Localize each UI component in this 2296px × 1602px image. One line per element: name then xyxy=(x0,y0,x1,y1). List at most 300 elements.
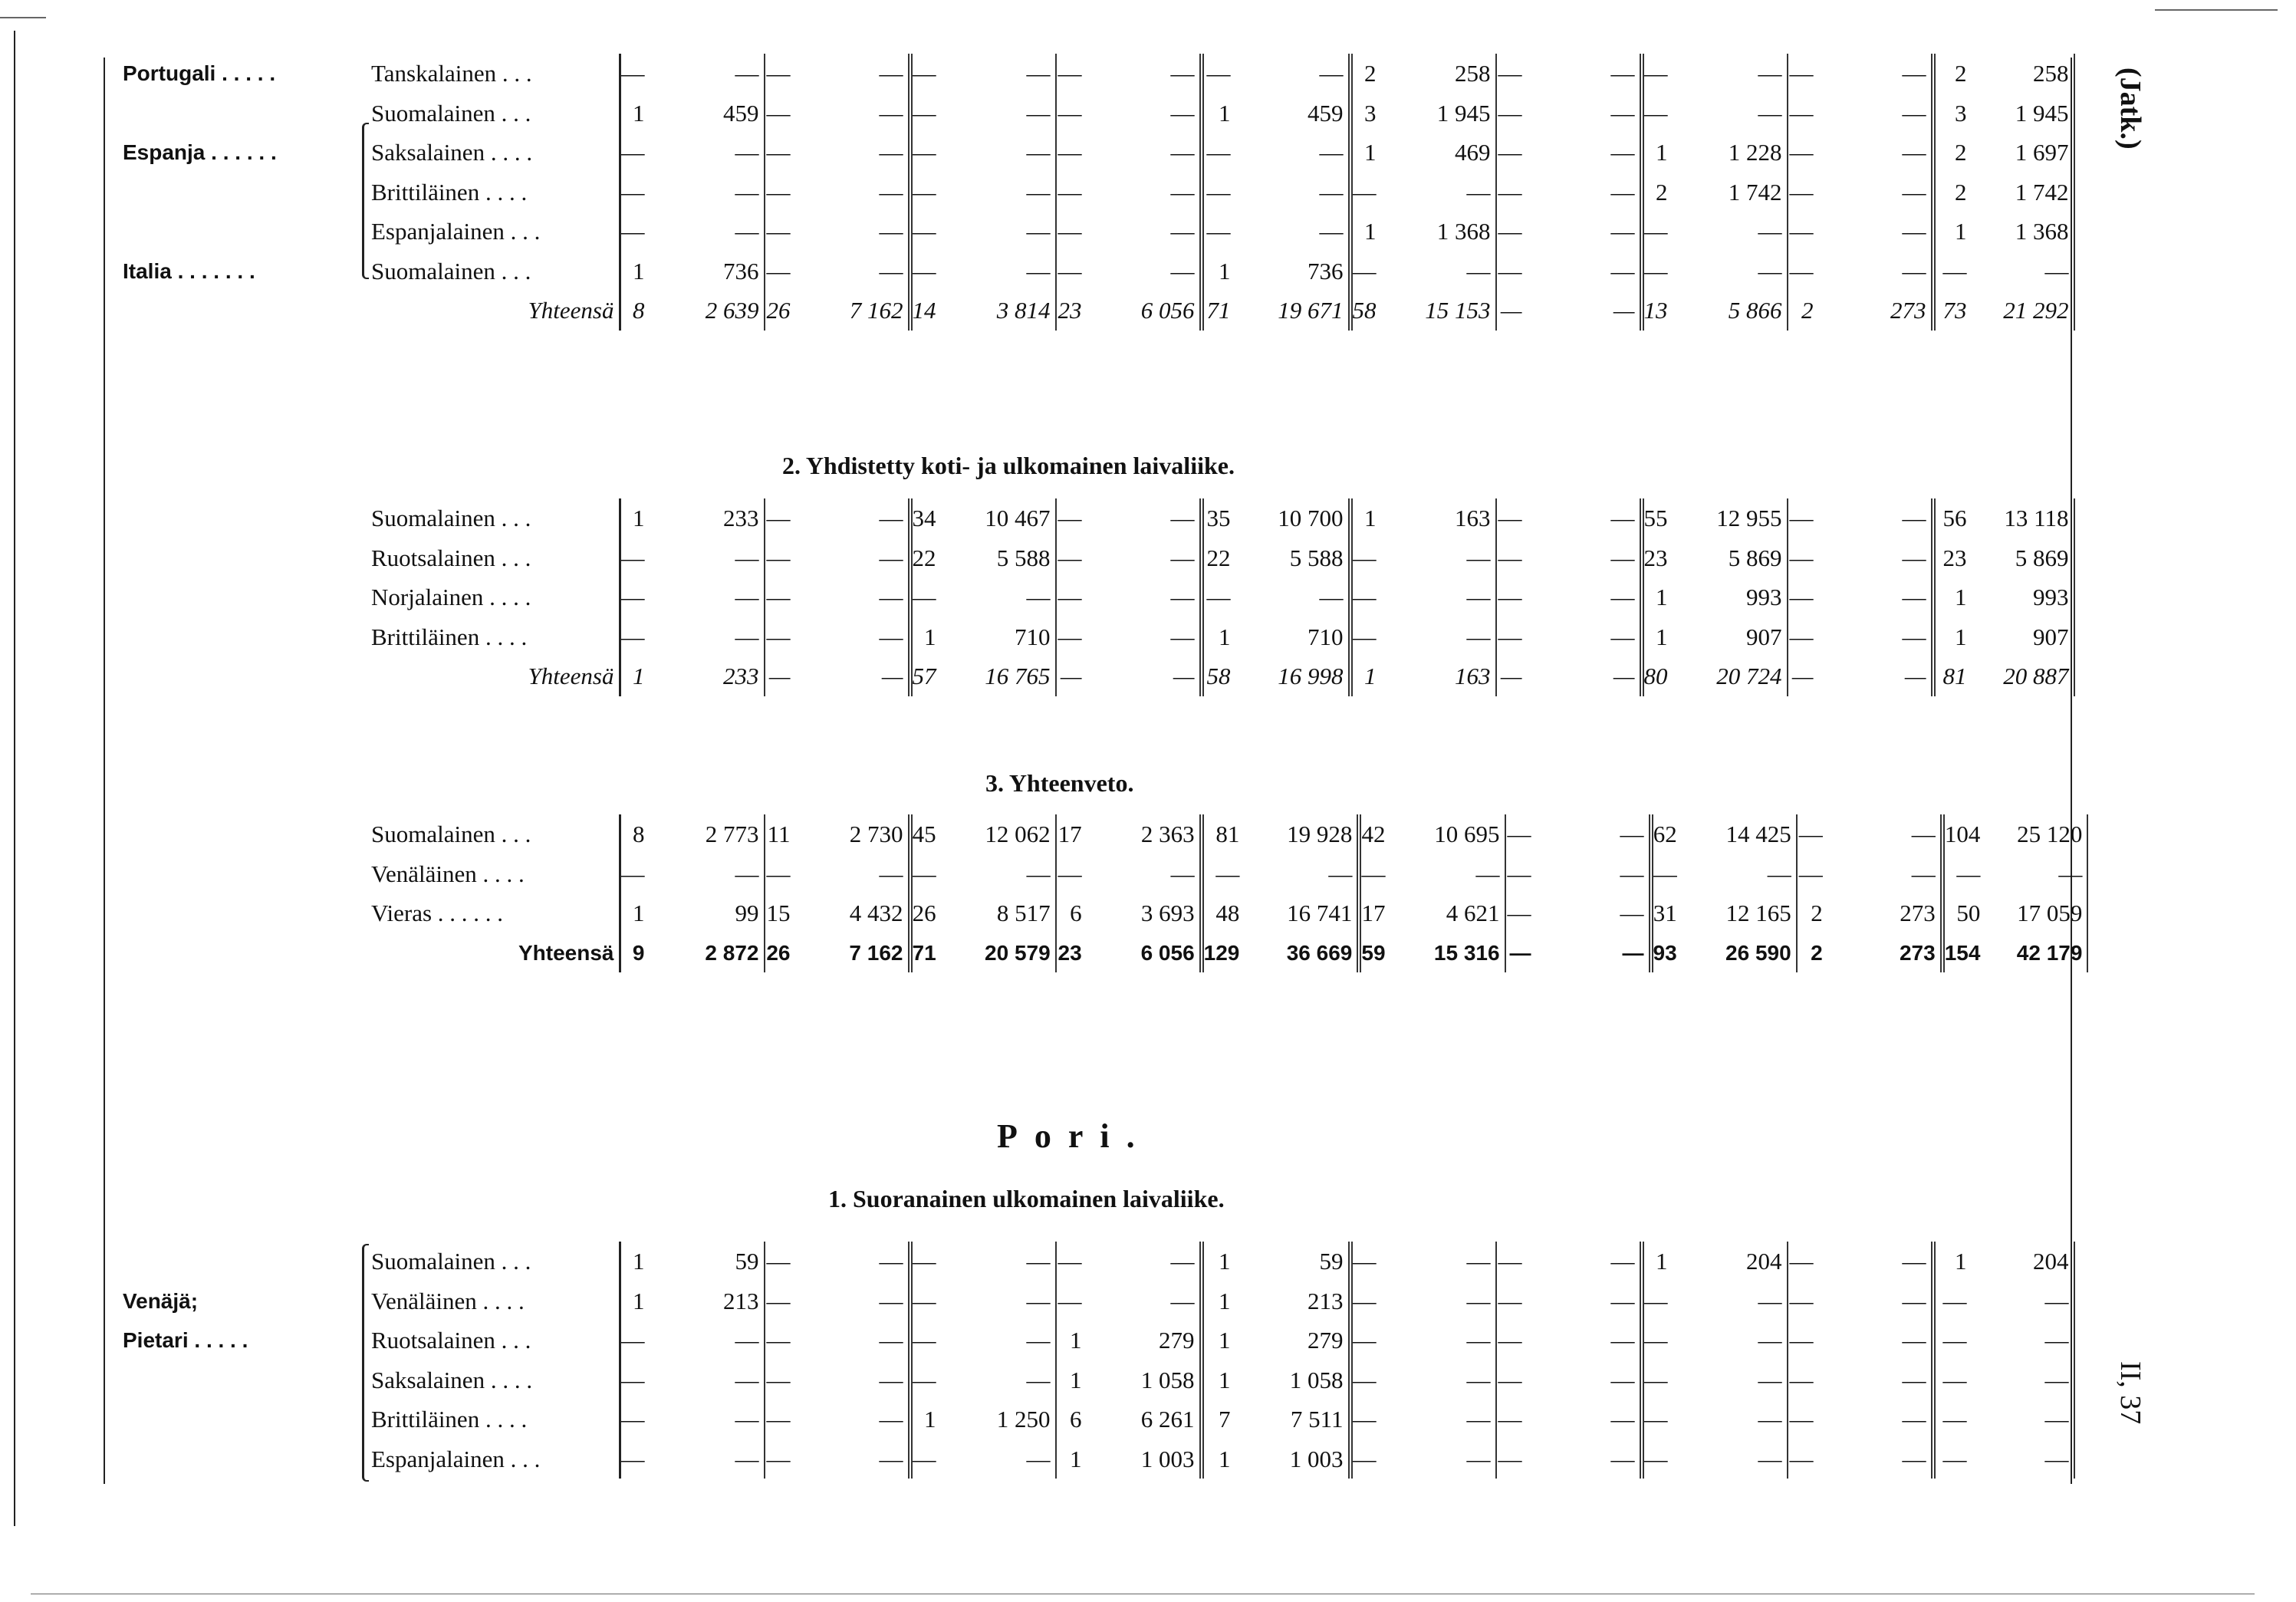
value-cell: — xyxy=(795,173,910,212)
table-row xyxy=(123,133,2074,173)
side-label-continued: (Jatk.) xyxy=(2114,67,2146,150)
top-rule-right xyxy=(2155,9,2278,11)
value-cell: — xyxy=(1942,1327,1967,1354)
value-cell: — xyxy=(1972,1360,2074,1400)
value-cell: — xyxy=(1087,854,1202,894)
nationality-cell: Brittiläinen . . . . xyxy=(368,617,620,657)
value-cell: — xyxy=(1215,860,1240,887)
value-cell: 1 228 xyxy=(1673,133,1788,173)
value-cell: 459 xyxy=(650,94,765,133)
brace-espanja xyxy=(362,123,369,279)
value-cell: — xyxy=(912,1327,936,1354)
value-cell: — xyxy=(1673,1400,1788,1439)
top-rule-left xyxy=(0,17,46,18)
table-row xyxy=(123,933,2087,973)
value-cell: — xyxy=(1789,1366,1814,1393)
value-cell: — xyxy=(941,854,1056,894)
nationality-cell: Saksalainen . . . . xyxy=(368,133,620,173)
value-cell: — xyxy=(1058,623,1082,650)
value-cell: — xyxy=(1352,623,1377,650)
value-cell: — xyxy=(1235,173,1350,212)
nationality-cell: Ruotsalainen . . . xyxy=(368,1321,620,1360)
value-cell: — xyxy=(766,1287,791,1314)
value-cell: — xyxy=(941,1360,1056,1400)
value-cell: 1 xyxy=(1955,1248,1967,1275)
value-cell: — xyxy=(1507,860,1531,887)
value-cell: 1 xyxy=(1219,1327,1231,1354)
value-cell: — xyxy=(1818,498,1933,538)
value-cell: — xyxy=(1972,1321,2074,1360)
value-cell: 2 xyxy=(1955,139,1967,166)
value-cell: 58 xyxy=(1352,297,1377,324)
value-cell: — xyxy=(1087,656,1202,696)
value-cell: — xyxy=(1527,498,1642,538)
value-cell: — xyxy=(1827,814,1942,854)
value-cell: 50 xyxy=(1956,900,1981,926)
value-cell: — xyxy=(1206,60,1231,87)
value-cell: 35 xyxy=(1206,505,1231,531)
value-cell: — xyxy=(1381,538,1496,578)
nationality-cell: Brittiläinen . . . . xyxy=(368,173,620,212)
value-cell: 213 xyxy=(650,1281,765,1321)
value-cell: 204 xyxy=(1673,1242,1788,1281)
value-cell: 23 xyxy=(1058,297,1082,324)
value-cell: — xyxy=(620,1445,645,1472)
value-cell: 2 xyxy=(1656,178,1668,206)
value-cell: — xyxy=(1818,538,1933,578)
value-cell: — xyxy=(941,133,1056,173)
table-row xyxy=(123,1439,2074,1479)
value-cell: — xyxy=(1058,1287,1082,1314)
value-cell: 12 955 xyxy=(1673,498,1788,538)
value-cell: — xyxy=(1498,1406,1522,1433)
value-cell: — xyxy=(1498,1287,1522,1314)
value-cell: — xyxy=(1643,1327,1668,1354)
value-cell: — xyxy=(1789,584,1814,610)
value-cell: — xyxy=(1500,663,1522,689)
value-cell: — xyxy=(1381,1242,1496,1281)
value-cell: 23 xyxy=(1643,544,1668,571)
value-cell: 5 869 xyxy=(1972,538,2074,578)
value-cell: — xyxy=(1498,1248,1522,1275)
value-cell: — xyxy=(1058,218,1082,245)
value-cell: — xyxy=(1087,538,1202,578)
table-row xyxy=(123,212,2074,252)
value-cell: 4 621 xyxy=(1390,893,1505,933)
value-cell: — xyxy=(1390,854,1505,894)
nationality-cell: Yhteensä xyxy=(368,933,620,973)
value-cell: — xyxy=(795,212,910,252)
value-cell: — xyxy=(1507,900,1531,926)
value-cell: 1 697 xyxy=(1972,133,2074,173)
value-cell: — xyxy=(766,1445,791,1472)
section-2-title: 2. Yhdistetty koti- ja ulkomainen laivaliike. xyxy=(782,452,1235,479)
value-cell: 2 xyxy=(1955,60,1967,87)
table-row xyxy=(123,498,2074,538)
value-cell: — xyxy=(766,178,791,206)
value-cell: — xyxy=(1498,218,1522,245)
value-cell: 1 xyxy=(1219,1248,1231,1275)
value-cell: — xyxy=(1818,1360,1933,1400)
value-cell: 2 xyxy=(1801,297,1814,324)
value-cell: 25 120 xyxy=(1985,814,2087,854)
value-cell: 129 xyxy=(1203,940,1240,965)
value-cell: 20 887 xyxy=(1972,656,2074,696)
nationality-cell: Ruotsalainen . . . xyxy=(368,538,620,578)
value-cell: — xyxy=(1789,139,1814,166)
value-cell: 213 xyxy=(1235,1281,1350,1321)
value-cell: — xyxy=(650,617,765,657)
value-cell: — xyxy=(1673,252,1788,291)
value-cell: 11 xyxy=(767,821,791,847)
value-cell: — xyxy=(1527,173,1642,212)
value-cell: — xyxy=(766,139,791,166)
value-cell: 23 xyxy=(1942,544,1967,571)
value-cell: — xyxy=(1498,139,1522,166)
value-cell: 279 xyxy=(1087,1321,1202,1360)
value-cell: — xyxy=(650,1360,765,1400)
port-title: Pori. xyxy=(997,1117,1152,1155)
value-cell: 59 xyxy=(1235,1242,1350,1281)
value-cell: — xyxy=(1827,854,1942,894)
country-cell: Pietari . . . . . xyxy=(123,1328,248,1352)
value-cell: — xyxy=(1818,1439,1933,1479)
value-cell: — xyxy=(766,60,791,87)
value-cell: — xyxy=(766,1327,791,1354)
value-cell: 1 xyxy=(1070,1327,1082,1354)
value-cell: — xyxy=(1352,1327,1377,1354)
value-cell: — xyxy=(1789,257,1814,285)
value-cell: 1 xyxy=(1070,1366,1082,1393)
value-cell: — xyxy=(766,99,791,127)
value-cell: — xyxy=(1798,860,1823,887)
value-cell: — xyxy=(1206,178,1231,206)
value-cell: 1 368 xyxy=(1381,212,1496,252)
value-cell: — xyxy=(941,252,1056,291)
value-cell: — xyxy=(768,663,791,689)
value-cell: 1 xyxy=(633,900,645,926)
value-cell: 1 003 xyxy=(1235,1439,1350,1479)
section-3-title: 3. Yhteenveto. xyxy=(985,769,1134,797)
value-cell: — xyxy=(1235,133,1350,173)
value-cell: — xyxy=(1972,1439,2074,1479)
value-cell: — xyxy=(941,1281,1056,1321)
value-cell: 26 590 xyxy=(1682,933,1797,973)
value-cell: — xyxy=(1789,623,1814,650)
nationality-cell: Suomalainen . . . xyxy=(368,498,620,538)
value-cell: 22 xyxy=(912,544,936,571)
value-cell: — xyxy=(795,252,910,291)
value-cell: — xyxy=(1643,1366,1668,1393)
value-cell: — xyxy=(1673,1439,1788,1479)
value-cell: — xyxy=(1352,257,1377,285)
value-cell: 710 xyxy=(941,617,1056,657)
value-cell: 1 xyxy=(633,257,645,285)
value-cell: — xyxy=(795,538,910,578)
value-cell: 26 xyxy=(766,940,791,965)
value-cell: 15 153 xyxy=(1381,291,1496,331)
value-cell: — xyxy=(1058,139,1082,166)
value-cell: — xyxy=(1789,1327,1814,1354)
value-cell: 1 945 xyxy=(1972,94,2074,133)
value-cell: 6 xyxy=(1070,1406,1082,1433)
value-cell: — xyxy=(650,173,765,212)
value-cell: 23 xyxy=(1058,940,1082,965)
value-cell: — xyxy=(1381,577,1496,617)
value-cell: — xyxy=(1352,1366,1377,1393)
country-cell xyxy=(123,94,368,133)
value-cell: — xyxy=(1381,1360,1496,1400)
value-cell: 81 xyxy=(1942,663,1967,689)
value-cell: 1 xyxy=(1219,1287,1231,1314)
value-cell: — xyxy=(912,218,936,245)
value-cell: 6 261 xyxy=(1087,1400,1202,1439)
value-cell: 736 xyxy=(1235,252,1350,291)
country-cell xyxy=(123,656,368,696)
value-cell: 7 xyxy=(1219,1406,1231,1433)
value-cell: 233 xyxy=(650,656,765,696)
value-cell: 1 xyxy=(1219,623,1231,650)
value-cell: 1 xyxy=(1656,139,1668,166)
value-cell: — xyxy=(1498,257,1522,285)
value-cell: — xyxy=(1942,1287,1967,1314)
value-cell: — xyxy=(912,1445,936,1472)
value-cell: — xyxy=(1536,854,1651,894)
value-cell: — xyxy=(1381,1400,1496,1439)
value-cell: 1 xyxy=(633,99,645,127)
value-cell: — xyxy=(1235,577,1350,617)
value-cell: — xyxy=(1381,1321,1496,1360)
value-cell: 48 xyxy=(1215,900,1240,926)
value-cell: 8 xyxy=(633,297,645,324)
value-cell: — xyxy=(795,1242,910,1281)
value-cell: — xyxy=(766,1248,791,1275)
value-cell: — xyxy=(912,60,936,87)
value-cell: — xyxy=(1818,1400,1933,1439)
value-cell: — xyxy=(1058,860,1082,887)
value-cell: — xyxy=(1643,99,1668,127)
nationality-cell: Norjalainen . . . . xyxy=(368,577,620,617)
value-cell: — xyxy=(1527,133,1642,173)
value-cell: — xyxy=(1673,54,1788,94)
value-cell: 7 511 xyxy=(1235,1400,1350,1439)
value-cell: — xyxy=(1087,1242,1202,1281)
value-cell: — xyxy=(1527,252,1642,291)
value-cell: — xyxy=(912,178,936,206)
table-row xyxy=(123,1242,2074,1281)
value-cell: — xyxy=(1818,1321,1933,1360)
value-cell: 1 xyxy=(1656,584,1668,610)
value-cell: 99 xyxy=(650,893,765,933)
value-cell: 163 xyxy=(1381,498,1496,538)
nationality-cell: Yhteensä xyxy=(368,291,620,331)
value-cell: — xyxy=(912,584,936,610)
nationality-cell: Venäläinen . . . . xyxy=(368,854,620,894)
value-cell: — xyxy=(766,218,791,245)
value-cell: 459 xyxy=(1235,94,1350,133)
value-cell: — xyxy=(1818,617,1933,657)
value-cell: 273 xyxy=(1827,893,1942,933)
value-cell: — xyxy=(620,1327,645,1354)
value-cell: — xyxy=(766,1406,791,1433)
value-cell: 1 250 xyxy=(941,1400,1056,1439)
table-row xyxy=(123,94,2074,133)
value-cell: — xyxy=(620,1406,645,1433)
value-cell: 154 xyxy=(1944,940,1981,965)
value-cell: — xyxy=(1206,139,1231,166)
value-cell: — xyxy=(1087,498,1202,538)
value-cell: — xyxy=(766,584,791,610)
value-cell: — xyxy=(1643,218,1668,245)
value-cell: 12 165 xyxy=(1682,893,1797,933)
value-cell: — xyxy=(1498,178,1522,206)
value-cell: — xyxy=(941,1321,1056,1360)
value-cell: — xyxy=(795,617,910,657)
value-cell: — xyxy=(1381,617,1496,657)
value-cell: 17 xyxy=(1058,821,1082,847)
value-cell: 3 xyxy=(1364,99,1377,127)
value-cell: — xyxy=(1536,814,1651,854)
value-cell: — xyxy=(941,577,1056,617)
value-cell: — xyxy=(795,1321,910,1360)
value-cell: — xyxy=(1789,99,1814,127)
value-cell: — xyxy=(795,1439,910,1479)
value-cell: 34 xyxy=(912,505,936,531)
value-cell: 36 669 xyxy=(1244,933,1359,973)
value-cell: — xyxy=(1791,663,1814,689)
value-cell: 10 700 xyxy=(1235,498,1350,538)
value-cell: — xyxy=(1498,1445,1522,1472)
value-cell: — xyxy=(620,544,645,571)
value-cell: — xyxy=(912,1248,936,1275)
value-cell: — xyxy=(1087,94,1202,133)
value-cell: — xyxy=(941,212,1056,252)
port-section-1-title: 1. Suoranainen ulkomainen laivaliike. xyxy=(828,1185,1225,1212)
value-cell: 3 xyxy=(1955,99,1967,127)
value-cell: — xyxy=(1058,584,1082,610)
table-pori-direct-shipping xyxy=(123,1242,2075,1479)
value-cell: — xyxy=(1673,1321,1788,1360)
value-cell: — xyxy=(620,60,645,87)
value-cell: — xyxy=(1087,617,1202,657)
value-cell: — xyxy=(1058,60,1082,87)
left-column-rule xyxy=(104,58,105,1484)
value-cell: — xyxy=(1972,252,2074,291)
value-cell: — xyxy=(650,1321,765,1360)
value-cell: 16 765 xyxy=(941,656,1056,696)
value-cell: — xyxy=(1087,577,1202,617)
value-cell: — xyxy=(795,1360,910,1400)
value-cell: — xyxy=(1985,854,2087,894)
value-cell: 5 866 xyxy=(1673,291,1788,331)
value-cell: — xyxy=(912,860,936,887)
value-cell: — xyxy=(1972,1281,2074,1321)
value-cell: — xyxy=(1818,252,1933,291)
value-cell: 3 693 xyxy=(1087,893,1202,933)
value-cell: 12 062 xyxy=(941,814,1056,854)
nationality-cell: Venäläinen . . . . xyxy=(368,1281,620,1321)
value-cell: 1 xyxy=(1364,218,1377,245)
value-cell: 1 xyxy=(1955,584,1967,610)
value-cell: 1 xyxy=(1219,257,1231,285)
value-cell: — xyxy=(766,257,791,285)
table-row xyxy=(123,893,2087,933)
value-cell: — xyxy=(1942,257,1967,285)
nationality-cell: Brittiläinen . . . . xyxy=(368,1400,620,1439)
country-cell xyxy=(123,498,368,538)
value-cell: 26 xyxy=(912,900,936,926)
country-cell xyxy=(123,1439,368,1479)
country-cell xyxy=(123,893,368,933)
value-cell: — xyxy=(650,133,765,173)
value-cell: — xyxy=(1673,1360,1788,1400)
value-cell: — xyxy=(1527,212,1642,252)
table-row xyxy=(123,617,2074,657)
value-cell: — xyxy=(650,1439,765,1479)
value-cell: — xyxy=(1527,577,1642,617)
value-cell: 6 xyxy=(1070,900,1082,926)
value-cell: 15 316 xyxy=(1390,933,1505,973)
value-cell: 9 xyxy=(632,940,645,965)
value-cell: 16 741 xyxy=(1244,893,1359,933)
value-cell: — xyxy=(620,860,645,887)
nationality-cell: Saksalainen . . . . xyxy=(368,1360,620,1400)
value-cell: — xyxy=(1058,1248,1082,1275)
value-cell: 10 695 xyxy=(1390,814,1505,854)
value-cell: 1 xyxy=(1070,1445,1082,1472)
value-cell: — xyxy=(766,1366,791,1393)
table-combined-shipping xyxy=(123,498,2075,696)
table-row xyxy=(123,577,2074,617)
value-cell: 71 xyxy=(912,940,936,965)
value-cell: 80 xyxy=(1643,663,1668,689)
nationality-cell: Espanjalainen . . . xyxy=(368,212,620,252)
value-cell: 14 xyxy=(912,297,936,324)
table-row xyxy=(123,656,2074,696)
value-cell: 17 059 xyxy=(1985,893,2087,933)
value-cell: 7 162 xyxy=(795,933,910,973)
value-cell: 907 xyxy=(1673,617,1788,657)
value-cell: — xyxy=(1058,257,1082,285)
value-cell: 2 872 xyxy=(650,933,765,973)
value-cell: — xyxy=(1352,1445,1377,1472)
value-cell: — xyxy=(1087,252,1202,291)
value-cell: — xyxy=(941,54,1056,94)
value-cell: — xyxy=(1527,1360,1642,1400)
value-cell: — xyxy=(1682,854,1797,894)
value-cell: 1 058 xyxy=(1235,1360,1350,1400)
table-row xyxy=(123,854,2087,894)
value-cell: 469 xyxy=(1381,133,1496,173)
value-cell: 71 xyxy=(1206,297,1231,324)
value-cell: — xyxy=(620,623,645,650)
value-cell: — xyxy=(1942,1406,1967,1433)
value-cell: — xyxy=(1381,1439,1496,1479)
value-cell: — xyxy=(912,1287,936,1314)
value-cell: 2 773 xyxy=(650,814,765,854)
value-cell: — xyxy=(1352,1406,1377,1433)
value-cell: 5 588 xyxy=(941,538,1056,578)
value-cell: — xyxy=(1789,1406,1814,1433)
value-cell: — xyxy=(912,139,936,166)
value-cell: — xyxy=(941,1439,1056,1479)
value-cell: 56 xyxy=(1942,505,1967,531)
value-cell: 1 742 xyxy=(1972,173,2074,212)
value-cell: — xyxy=(912,1366,936,1393)
value-cell: 5 869 xyxy=(1673,538,1788,578)
value-cell: 6 056 xyxy=(1087,933,1202,973)
value-cell: — xyxy=(620,1366,645,1393)
